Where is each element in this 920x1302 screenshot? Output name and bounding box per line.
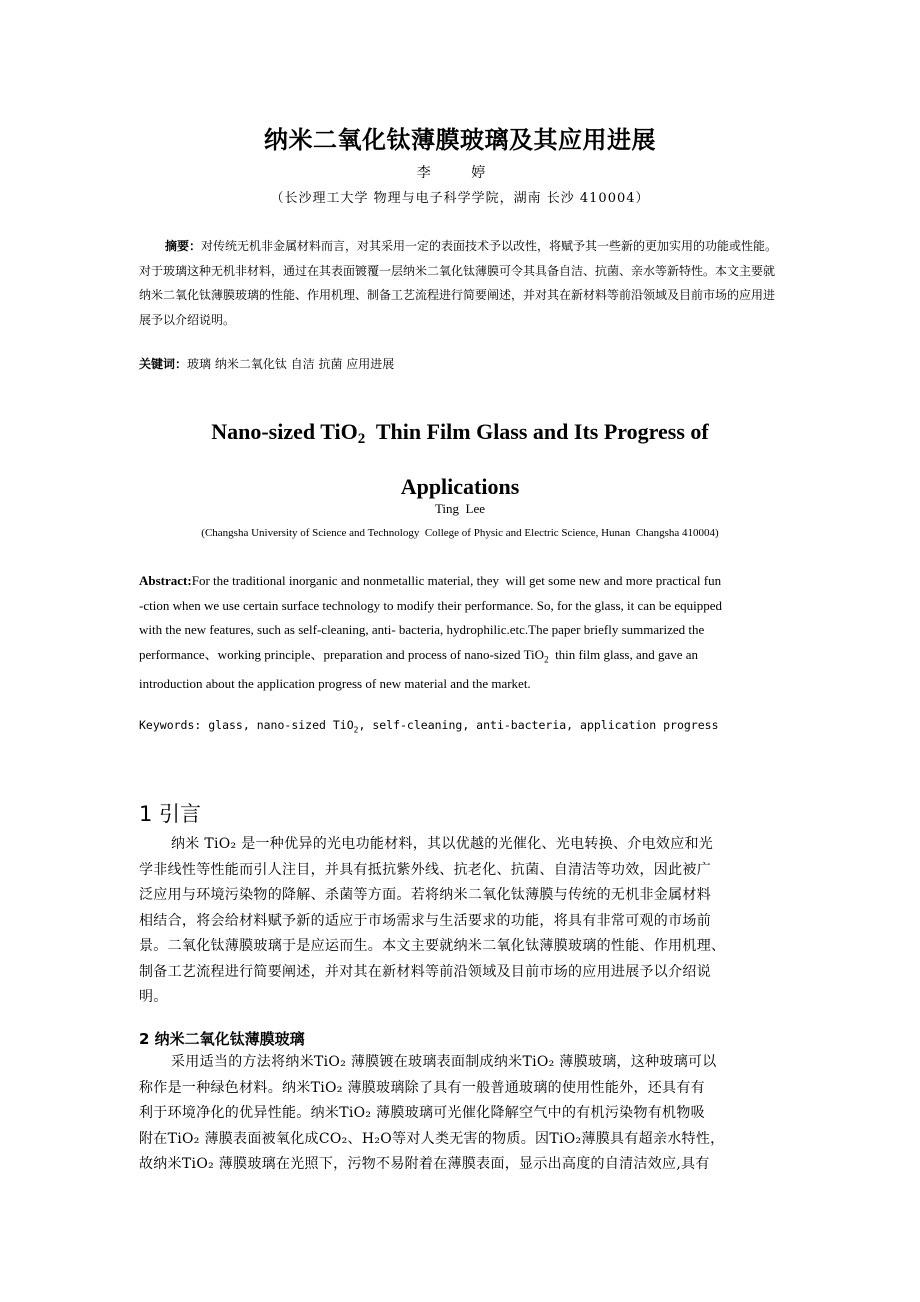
paragraph-line: 明。	[139, 989, 168, 1005]
title-english	[0, 408, 920, 511]
affiliation-chinese: （长沙理工大学 物理与电子科学学院，湖南 长沙 410004）	[270, 191, 650, 206]
keywords-english-label: Keywords:	[139, 718, 202, 732]
section-tio2-glass-body	[139, 1050, 784, 1178]
title-english-line2: Applications	[400, 474, 520, 499]
abstract-english-label: Abstract:	[139, 573, 192, 588]
abstract-chinese-text: 对传统无机非金属材料而言，对其采用一定的表面技术予以改性，将赋予其一些新的更加实用的功能或性能。对于玻璃这种无机非材料，通过在其表面镀覆一层纳米二氧化钛薄膜可令其具备自洁、抗菌、亲水等新特性。本文主要就纳米二氧化钛薄膜玻璃的性能、作用机理、制备工艺流程进行简要阐述，并对其在新材料等前沿领域及目前市场的应用进展予以介绍说明。	[139, 239, 778, 327]
section-heading-tio2-glass: 2 纳米二氧化钛薄膜玻璃	[139, 1030, 305, 1048]
paragraph-line: 附在TiO₂ 薄膜表面被氧化成CO₂、H₂O等对人类无害的物质。因TiO₂薄膜具有超亲水特性，	[139, 1130, 725, 1147]
title-english-line1: Nano-sized TiO$_2$ Thin Film Glass and Its Progress of	[211, 419, 709, 447]
paragraph-line: 景。二氧化钛薄膜玻璃于是应运而生。本文主要就纳米二氧化钛薄膜玻璃的性能、作用机理、	[139, 938, 726, 954]
section-heading-introduction: 1 引言	[139, 802, 202, 826]
paragraph-line: 采用适当的方法将纳米TiO₂ 薄膜镀在玻璃表面制成纳米TiO₂ 薄膜玻璃，这种玻璃可以	[171, 1054, 717, 1070]
title-chinese: 纳米二氧化钛薄膜玻璃及其应用进展	[264, 126, 656, 154]
paragraph-line: 利于环境净化的优异性能。纳米TiO₂ 薄膜玻璃可光催化降解空气中的有机污染物有机物吸	[139, 1105, 705, 1121]
paragraph-line: 相结合，将会给材料赋予新的适应于市场需求与生活要求的功能，将具有非常可观的市场前	[139, 912, 711, 929]
author-chinese: 李 婷	[416, 165, 504, 181]
paragraph-line: 故纳米TiO₂ 薄膜玻璃在光照下，污物不易附着在薄膜表面，显示出高度的自清洁效应,具有	[139, 1156, 710, 1172]
keywords-chinese	[139, 355, 394, 372]
paragraph-line: 纳米 TiO₂ 是一种优异的光电功能材料，其以优越的光催化、光电转换、介电效应和光	[171, 836, 714, 852]
paragraph-line: 称作是一种绿色材料。纳米TiO₂ 薄膜玻璃除了具有一般普通玻璃的使用性能外，还具有有	[139, 1079, 705, 1096]
paragraph-line: 制备工艺流程进行简要阐述，并对其在新材料等前沿领域及目前市场的应用进展予以介绍说	[139, 963, 711, 980]
author-english: Ting Lee	[434, 501, 486, 516]
keywords-english: Keywords: glass, nano-sized TiO$_2$, self-cleaning, anti-bacteria, application progress	[139, 718, 719, 735]
abstract-english: Abstract:For the traditional inorganic and nonmetallic material, they will get some new and more practical fun -ction when we use certain surface technology to modify their performance. So, for the glass, it can be equipped with the new features, such as self-cleaning, anti- bacteria, hydrophilic.etc.The paper briefly summarized the performance、working principle、preparation and process of nano-sized TiO$_2$ thin film glass, and gave an introduction about the application progress of new material and the market.	[139, 573, 722, 691]
keywords-chinese-label: 关键词：	[139, 357, 188, 371]
abstract-chinese-label: 摘要：	[165, 239, 202, 253]
affiliation-english: (Changsha University of Science and Technology College of Physic and Electric Science, Hunan Changsha 410004)	[201, 527, 719, 539]
paragraph-line: 泛应用与环境污染物的降解、杀菌等方面。若将纳米二氧化钛薄膜与传统的无机非金属材料	[139, 887, 711, 903]
abstract-chinese	[139, 234, 781, 332]
keywords-chinese-text: 玻璃 纳米二氧化钛 自洁 抗菌 应用进展	[187, 357, 395, 371]
paragraph-line: 学非线性等性能而引人注目，并具有抵抗紫外线、抗老化、抗菌、自清洁等功效，因此被广	[139, 861, 711, 878]
section-introduction-body	[139, 832, 784, 1011]
